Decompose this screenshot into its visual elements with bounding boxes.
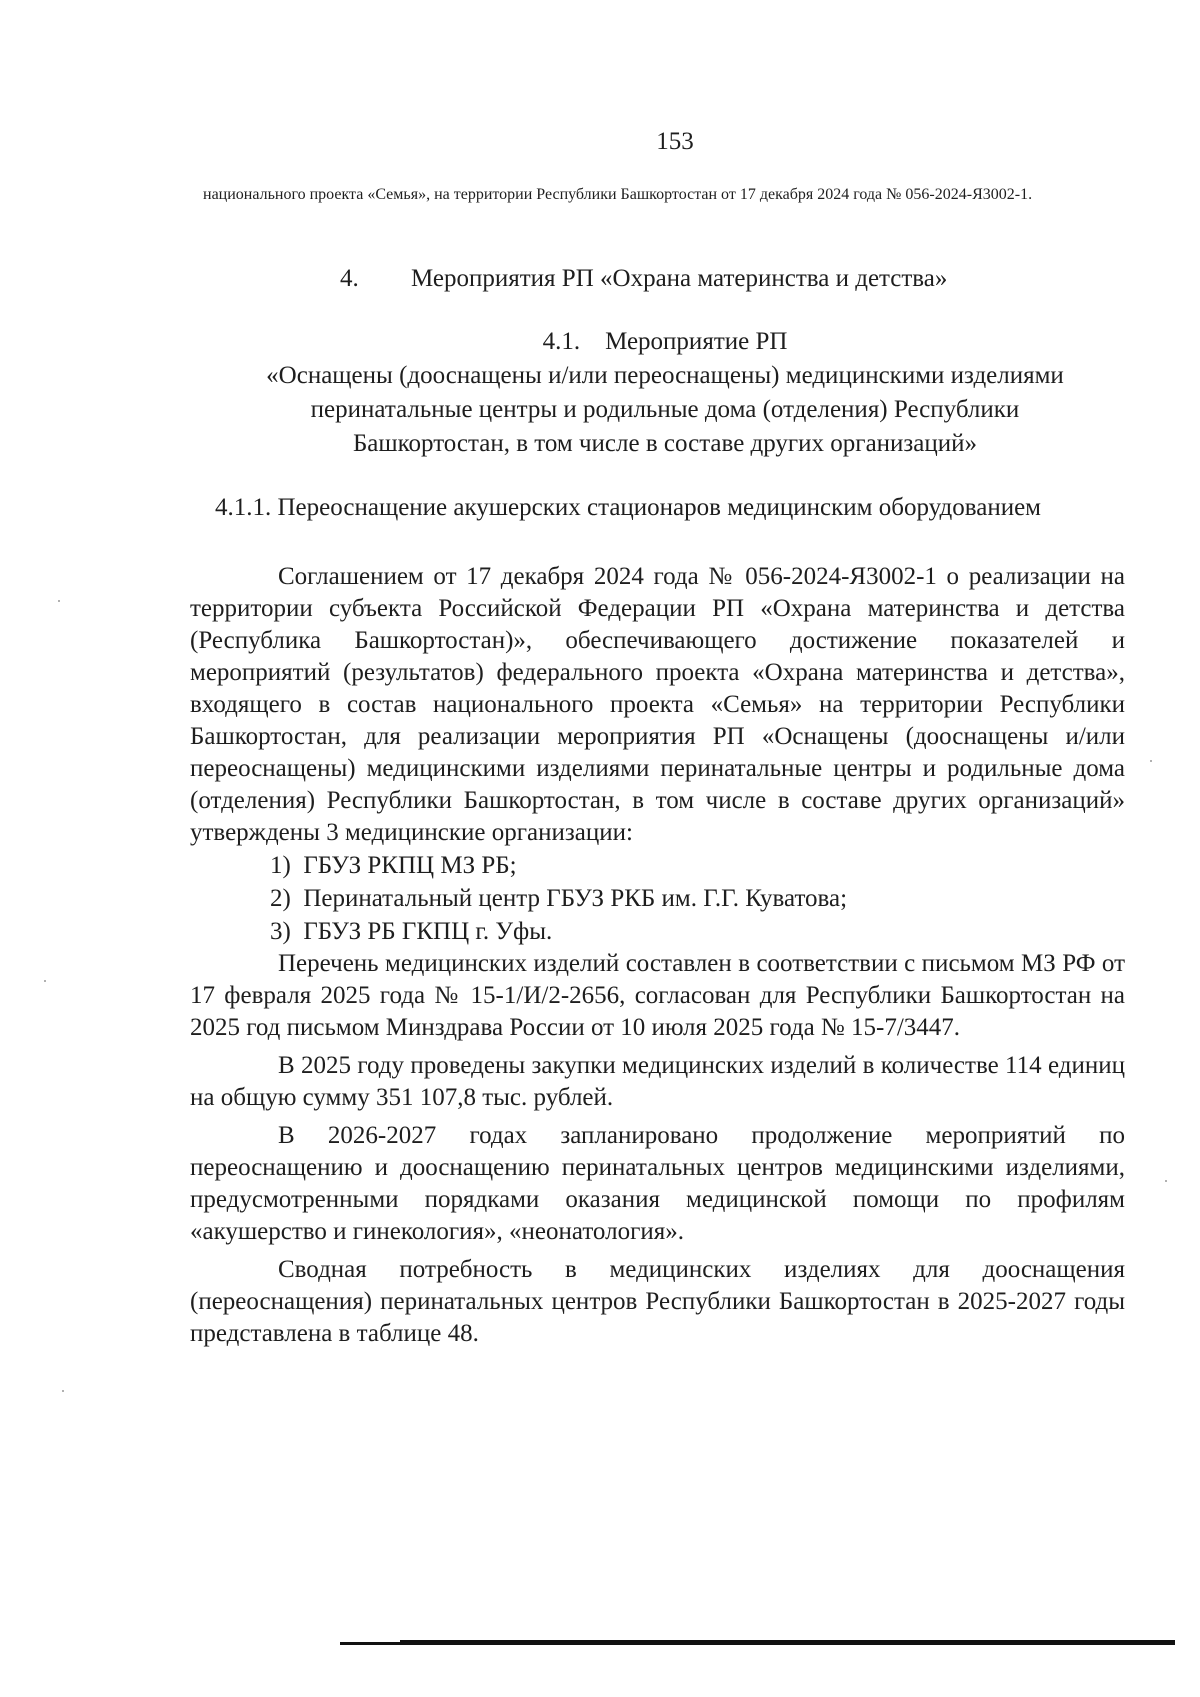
scan-speck: [44, 980, 46, 982]
paragraph-agreement: Соглашением от 17 декабря 2024 года № 056-2024-Я3002-1 о реализации на территории субъекта Российской Федерации РП «Охрана материнства и детства (Республика Башкортостан)», обеспечивающего достижение показателей и мероприятий (результатов) федерального проекта «Охрана материнства и детства», входящего в состав национального проекта «Семья» на территории Республики Башкортостан, для реализации мероприятия РП «Оснащены (дооснащены и/или переоснащены) медицинскими изделиями перинатальные центры и родильные дома (отделения) Республики Башкортостан, в том числе в составе других организаций» утверждены 3 медицинские организации:: [190, 563, 1125, 846]
section-4-1-heading-line: Башкортостан, в том числе в составе других организаций»: [352, 430, 978, 457]
list-item: 2) Перинатальный центр ГБУЗ РКБ им. Г.Г. Куватова;: [270, 885, 848, 912]
scan-speck: [1165, 1180, 1167, 1182]
scan-speck: [1150, 760, 1152, 762]
page-number: 153: [656, 128, 694, 155]
paragraph-summary: Сводная потребность в медицинских изделиях для дооснащения (переоснащения) перинатальных центров Республики Башкортостан в 2025-2027 годы представлена в таблице 48.: [190, 1256, 1125, 1347]
paragraph-plans: В 2026-2027 годах запланировано продолжение мероприятий по переоснащению и дооснащению перинатальных центров медицинскими изделиями, предусмотренными порядками оказания медицинской помощи по профилям «акушерство и гинекология», «неонатология».: [190, 1122, 1125, 1245]
continuation-text: национального проекта «Семья», на территории Республики Башкортостан от 17 декабря 2024 года № 056-2024-Я3002-1.: [203, 186, 1033, 203]
organizations-list: [190, 849, 1125, 948]
section-4-1-heading-line: 4.1. Мероприятие РП: [542, 328, 788, 355]
section-4-1-heading-line: «Оснащены (дооснащены и/или переоснащены) медицинскими изделиями: [266, 362, 1064, 389]
paragraph-purchases: В 2025 году проведены закупки медицинских изделий в количестве 114 единиц на общую сумму 351 107,8 тыс. рублей.: [190, 1052, 1125, 1111]
section-4-1-1-heading: 4.1.1. Переоснащение акушерских стационаров медицинским оборудованием: [215, 494, 1042, 521]
scan-speck: [58, 600, 60, 602]
section-4-1-heading-line: перинатальные центры и родильные дома (отделения) Республики: [310, 396, 1020, 423]
paragraph-device-list: Перечень медицинских изделий составлен в соответствии с письмом МЗ РФ от 17 февраля 2025 года № 15-1/И/2-2656, согласован для Республики Башкортостан на 2025 год письмом Минздрава России от 10 июля 2025 года № 15-7/3447.: [190, 950, 1125, 1041]
section-4-number: 4.: [340, 265, 359, 292]
list-item: 1) ГБУЗ РКПЦ МЗ РБ;: [270, 852, 517, 879]
section-4-1-heading: [200, 325, 1130, 461]
section-4-title: Мероприятия РП «Охрана материнства и детства»: [411, 265, 948, 292]
section-4-heading: [340, 265, 947, 293]
footer-rule: [340, 1640, 1175, 1645]
list-item: 3) ГБУЗ РБ ГКПЦ г. Уфы.: [270, 918, 553, 945]
scan-speck: [62, 1390, 64, 1392]
body-text: [190, 561, 1125, 1350]
